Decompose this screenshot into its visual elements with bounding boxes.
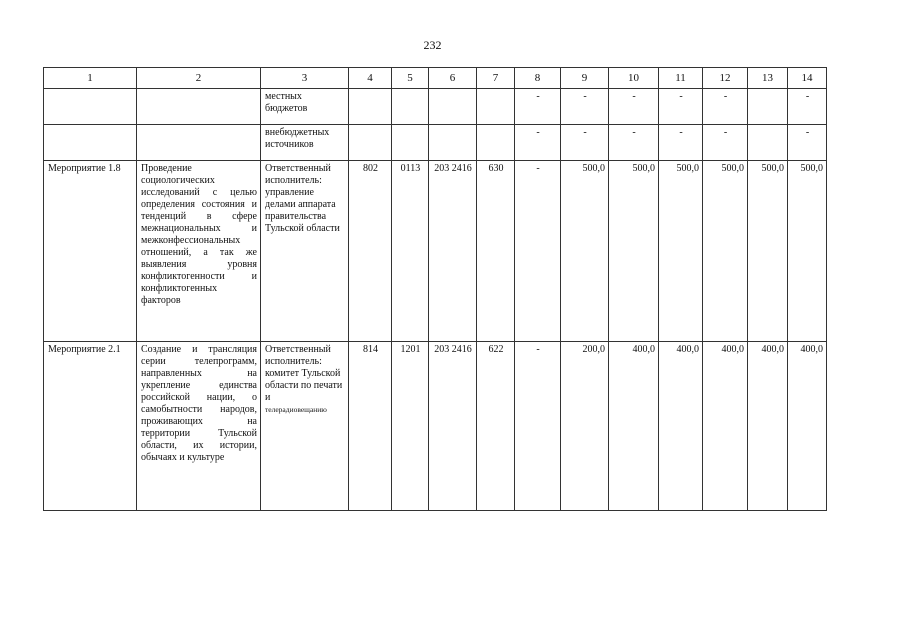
table-cell [349,125,392,161]
header-cell: 11 [659,68,703,89]
measure-id-cell: Мероприятие 2.1 [44,342,137,511]
table-cell: - [659,89,703,125]
table-cell: 500,0 [703,161,748,342]
table-cell [429,89,477,125]
table-cell: 400,0 [609,342,659,511]
table-row [44,161,827,342]
header-cell: 14 [788,68,827,89]
table-cell: 814 [349,342,392,511]
table-row [44,125,827,161]
table-cell: 400,0 [659,342,703,511]
table-cell: - [515,161,561,342]
table-cell: 630 [477,161,515,342]
table-cell [748,89,788,125]
table-cell: - [788,125,827,161]
table-cell: - [609,89,659,125]
header-cell: 13 [748,68,788,89]
executor-text-small: телерадиовещанию [265,405,327,414]
header-cell: 12 [703,68,748,89]
table-cell: - [659,125,703,161]
header-cell: 9 [561,68,609,89]
table-cell [748,125,788,161]
table-cell [137,125,261,161]
table-cell: 500,0 [609,161,659,342]
table-cell: 0113 [392,161,429,342]
table-row [44,342,827,511]
table-cell: 500,0 [659,161,703,342]
table-cell: 203 2416 [429,342,477,511]
table-cell [477,125,515,161]
header-cell: 4 [349,68,392,89]
executor-cell [261,342,349,511]
table-cell: 400,0 [748,342,788,511]
table-row [44,89,827,125]
table-cell: - [515,89,561,125]
measure-description-cell: Создание и трансляция серии телепрограмм, направленных на укрепление единства российской нации, о самобытности народов, проживающих на территории Тульской области, их истории, обычаях и культуре [137,342,261,511]
header-cell: 10 [609,68,659,89]
table-cell: 203 2416 [429,161,477,342]
table-cell [477,89,515,125]
table-cell: 802 [349,161,392,342]
header-cell: 5 [392,68,429,89]
table-cell: 400,0 [788,342,827,511]
table-cell [392,89,429,125]
executor-cell: Ответственный исполнитель: управление делами аппарата правительства Тульской области [261,161,349,342]
header-cell: 6 [429,68,477,89]
table-cell [429,125,477,161]
table-cell: 1201 [392,342,429,511]
header-cell: 3 [261,68,349,89]
measure-id-cell: Мероприятие 1.8 [44,161,137,342]
funding-source-cell: внебюджетных источников [261,125,349,161]
measure-description-cell: Проведение социологических исследований с целью определения состояния и тенденций в сфере межнациональных и межконфессиональных отношений, а так же выявления уровня конфликтогенности и конфликтогенных факторов [137,161,261,342]
table-cell: - [788,89,827,125]
table-cell [349,89,392,125]
table-cell [44,125,137,161]
table-cell: - [609,125,659,161]
table-cell: 500,0 [748,161,788,342]
table-cell: - [703,89,748,125]
header-cell: 8 [515,68,561,89]
executor-text: Ответственный исполнитель: комитет Тульской области по печати и [265,344,343,403]
table-cell: - [515,125,561,161]
header-row [44,68,827,89]
table-cell: 500,0 [561,161,609,342]
table-cell: - [561,125,609,161]
table-cell: 400,0 [703,342,748,511]
table-cell: 622 [477,342,515,511]
table-cell [137,89,261,125]
table-cell: - [561,89,609,125]
table-cell: 500,0 [788,161,827,342]
header-cell: 2 [137,68,261,89]
page-number: 232 [423,38,442,52]
header-cell: 1 [44,68,137,89]
funding-source-cell: местных бюджетов [261,89,349,125]
table-cell [44,89,137,125]
header-cell: 7 [477,68,515,89]
table-cell [392,125,429,161]
table-cell: 200,0 [561,342,609,511]
table-cell: - [515,342,561,511]
budget-table [43,67,827,511]
table-cell: - [703,125,748,161]
